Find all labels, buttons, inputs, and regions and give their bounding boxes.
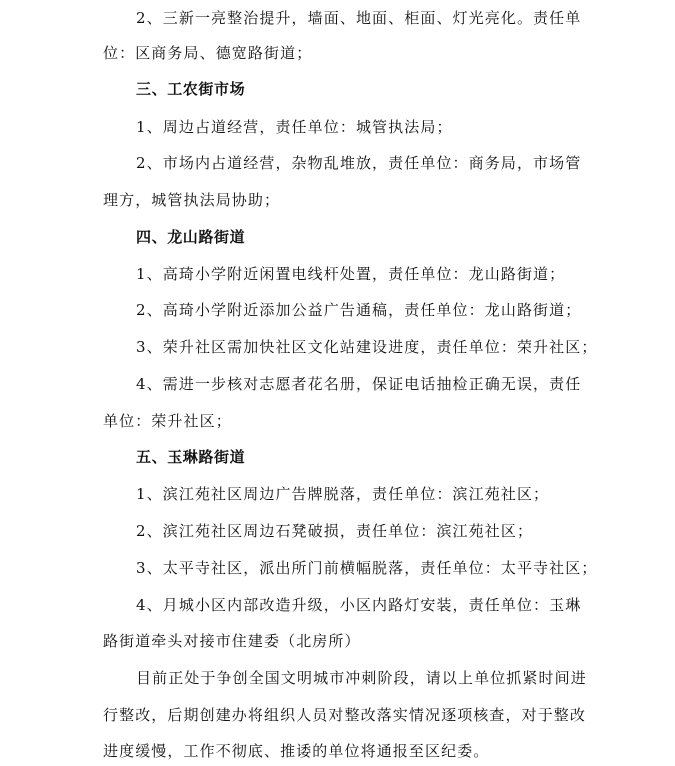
gongnong-item-1: 1、周边占道经营，责任单位：城管执法局； — [136, 118, 453, 136]
longshan-item-4-line-2: 单位：荣升社区； — [103, 412, 232, 430]
section-heading-gongnong-market: 三、工农街市场 — [136, 80, 246, 98]
yulin-item-3: 3、太平寺社区，派出所门前横幅脱落，责任单位：太平寺社区； — [136, 559, 598, 577]
gongnong-item-2-line-1: 2、市场内占道经营，杂物乱堆放，责任单位：商务局，市场管 — [136, 154, 582, 172]
closing-line-1: 目前正处于争创全国文明城市冲刺阶段，请以上单位抓紧时间进 — [136, 669, 587, 687]
section-heading-longshan-road: 四、龙山路街道 — [136, 228, 246, 246]
yulin-item-4-line-1: 4、月城小区内部改造升级，小区内路灯安装，责任单位：玉琳 — [136, 596, 582, 614]
yulin-item-1: 1、滨江苑社区周边广告牌脱落，责任单位：滨江苑社区； — [136, 485, 550, 503]
yulin-item-2: 2、滨江苑社区周边石凳破损，责任单位：滨江苑社区； — [136, 522, 534, 540]
longshan-item-3: 3、荣升社区需加快社区文化站建设进度，责任单位：荣升社区； — [136, 338, 598, 356]
section-heading-yulin-road: 五、玉琳路街道 — [136, 448, 246, 466]
yulin-item-4-line-2: 路街道牵头对接市住建委（北房所） — [103, 632, 361, 650]
closing-line-2: 行整改，后期创建办将组织人员对整改落实情况逐项核查，对于整改 — [103, 706, 587, 724]
closing-line-3: 进度缓慢，工作不彻底、推诿的单位将通报至区纪委。 — [103, 742, 490, 760]
longshan-item-2: 2、高琦小学附近添加公益广告通稿，责任单位：龙山路街道； — [136, 301, 582, 319]
longshan-item-4-line-1: 4、需进一步核对志愿者花名册，保证电话抽检正确无误，责任 — [136, 375, 582, 393]
intro-item-line-1: 2、三新一亮整治提升，墙面、地面、柜面、灯光亮化。责任单 — [136, 9, 582, 27]
longshan-item-1: 1、高琦小学附近闲置电线杆处置，责任单位：龙山路街道； — [136, 265, 566, 283]
gongnong-item-2-line-2: 理方，城管执法局协助； — [103, 191, 281, 209]
intro-item-line-2: 位：区商务局、德宽路街道； — [103, 44, 313, 62]
